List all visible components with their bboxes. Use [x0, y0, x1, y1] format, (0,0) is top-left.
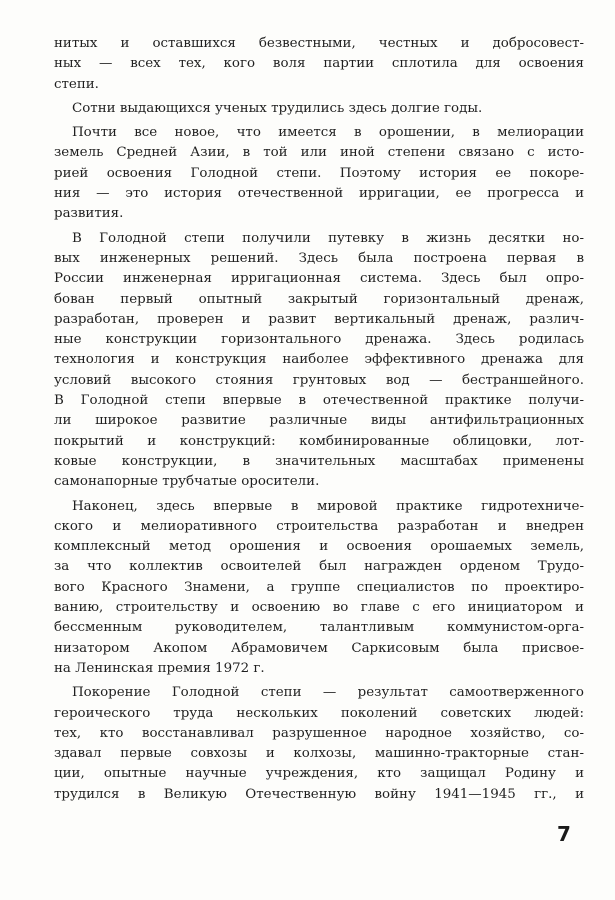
text-line: ли широкое развитие различные виды антифильтрационных: [54, 413, 584, 429]
text-line: на Ленинская премия 1972 г.: [54, 660, 265, 676]
text-line: вого Красного Знамени, а группе специалистов по проектиро-: [54, 579, 584, 595]
text-line: здавал первые совхозы и колхозы, машинно-тракторные стан-: [54, 746, 584, 762]
text-line: технология и конструкция наиболее эффективного дренажа для: [54, 352, 584, 368]
text-line: за что коллектив освоителей был награжден орденом Трудо-: [54, 559, 584, 575]
text-line: нитых и оставшихся безвестными, честных и добросовест-: [54, 36, 584, 51]
text-line: Почти все новое, что имеется в орошении, в мелиорации: [72, 125, 584, 141]
text-line: комплексный метод орошения и освоения орошаемых земель,: [54, 539, 584, 555]
text-line: ковые конструкции, в значительных масштабах применены: [54, 453, 584, 469]
paragraph: [54, 229, 584, 493]
text-line: условий высокого стояния грунтовых вод — бестраншейного.: [54, 372, 584, 388]
text-line: В Голодной степи впервые в отечественной практике получи-: [54, 393, 584, 409]
text-line: покрытий и конструкций: комбинированные облицовки, лот-: [54, 433, 584, 449]
text-line: Наконец, здесь впервые в мировой практике гидротехниче-: [72, 498, 584, 514]
text-line: разработан, проверен и развит вертикальный дренаж, различ-: [54, 311, 584, 327]
paragraph: [54, 34, 584, 95]
text-line: ванию, строительству и освоению во главе с его инициатором и: [54, 600, 584, 616]
text-line: ных — всех тех, кого воля партии сплотила для освоения: [54, 56, 584, 72]
text-line: ского и мелиоративного строительства разработан и внедрен: [54, 518, 584, 534]
body-text: [54, 34, 584, 805]
text-line: В Голодной степи получили путевку в жизнь десятки но-: [72, 230, 584, 246]
paragraph: [54, 123, 584, 224]
text-line: ные конструкции горизонтального дренажа. Здесь родилась: [54, 332, 584, 348]
text-line: земель Средней Азии, в той или иной степени связано с исто-: [54, 145, 584, 161]
text-line: рией освоения Голодной степи. Поэтому история ее покоре-: [54, 165, 584, 181]
text-line: низатором Акопом Абрамовичем Саркисовым была присвое-: [54, 640, 584, 656]
text-line: Сотни выдающихся ученых трудились здесь долгие годы.: [72, 100, 483, 116]
paragraph: [54, 683, 584, 805]
text-line: России инженерная ирригационная система. Здесь был опро-: [54, 271, 584, 287]
text-line: развития.: [54, 206, 124, 222]
paragraph: [54, 497, 584, 680]
text-line: тех, кто восстанавливал разрушенное народное хозяйство, со-: [54, 725, 584, 741]
text-line: бован первый опытный закрытый горизонтальный дренаж,: [54, 291, 584, 307]
text-line: ния — это история отечественной ирригации, ее прогресса и: [54, 186, 584, 202]
text-line: героического труда нескольких поколений советских людей:: [54, 705, 584, 721]
page-number: 7: [557, 822, 571, 846]
text-line: трудился в Великую Отечественную войну 1941—1945 гг., и: [54, 786, 584, 802]
paragraph: [54, 99, 584, 119]
text-line: вых инженерных решений. Здесь была построена первая в: [54, 250, 584, 266]
text-line: бессменным руководителем, талантливым коммунистом-орга-: [54, 620, 584, 636]
text-line: самонапорные трубчатые оросители.: [54, 474, 320, 490]
text-line: степи.: [54, 76, 99, 92]
text-line: Покорение Голодной степи — результат самоотверженного: [72, 685, 584, 701]
text-line: ции, опытные научные учреждения, кто защищал Родину и: [54, 766, 584, 782]
